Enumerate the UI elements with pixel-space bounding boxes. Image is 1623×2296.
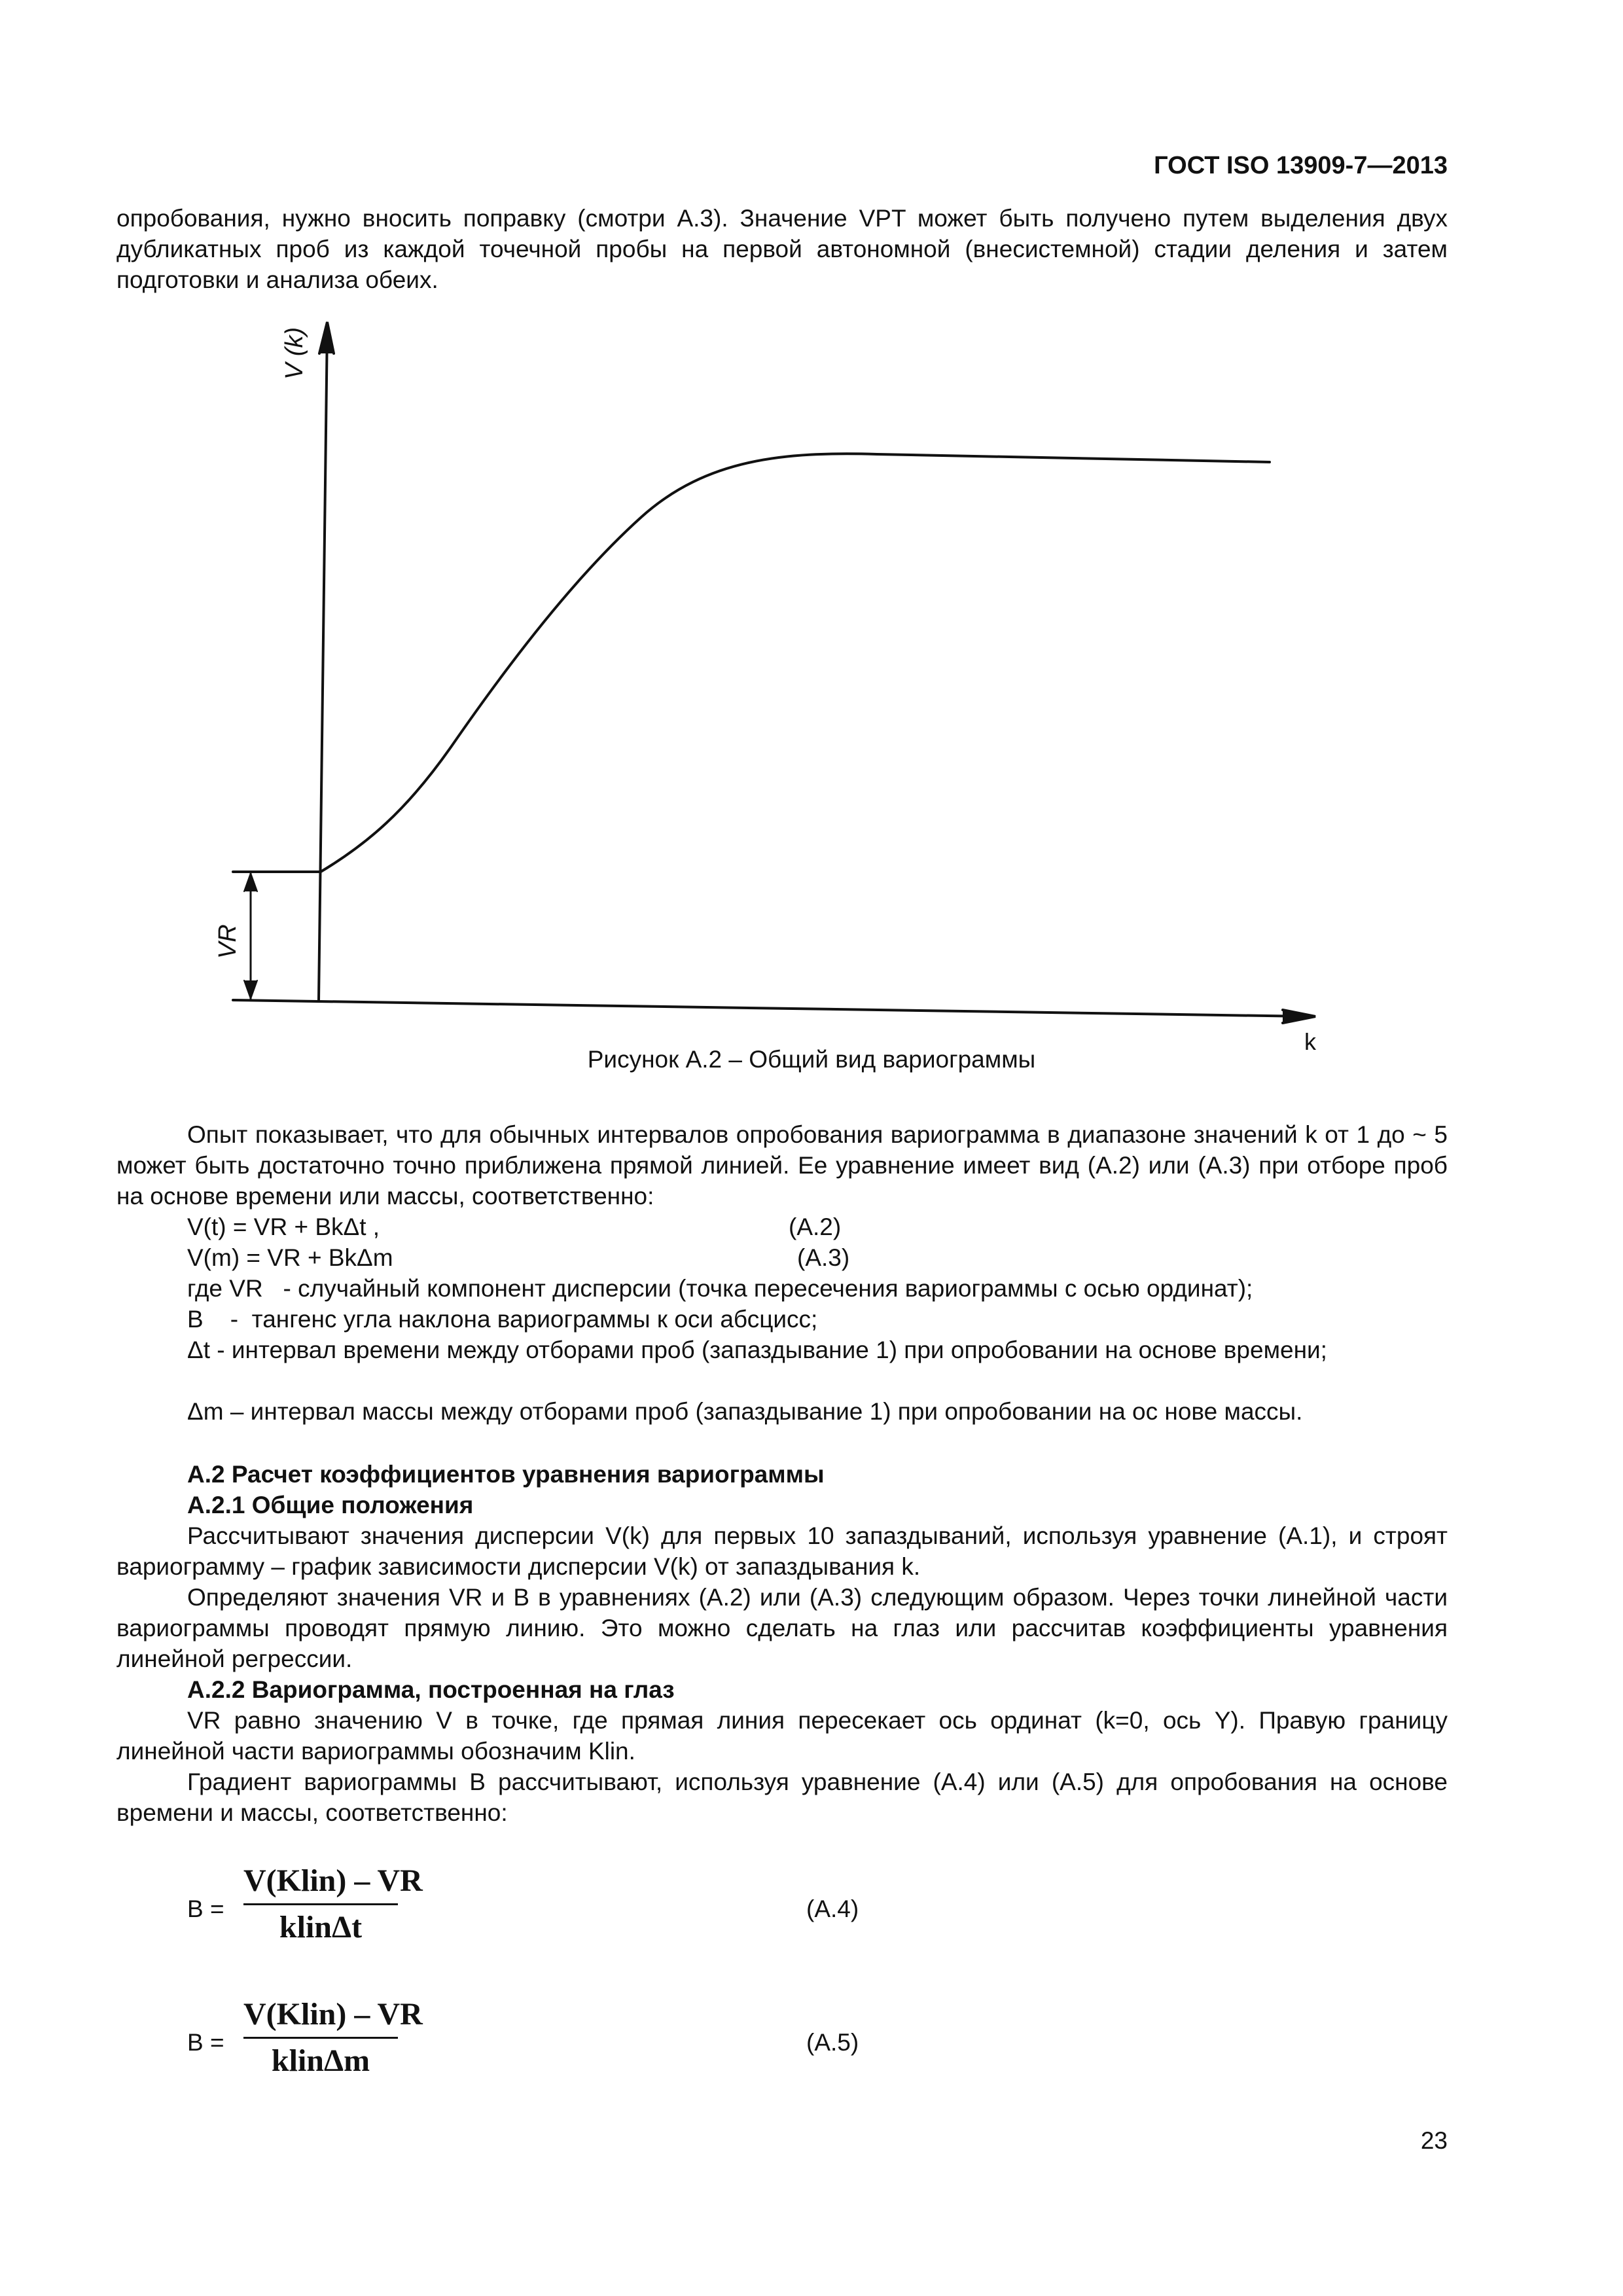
vr-arrow-up: [244, 873, 257, 891]
equation-a3: V(m) = VR + BkΔm: [187, 1244, 393, 1271]
formula-a5-lhs: B =: [187, 2029, 224, 2056]
paragraph-gradient: Градиент вариограммы B рассчитывают, используя уравнение (А.4) или (А.5) для опробования на основе времени и массы, соответственно:: [116, 1768, 1448, 1826]
vr-arrow-down: [244, 980, 257, 999]
formula-a5-fraction: [243, 1996, 423, 2079]
x-axis: [233, 1000, 1309, 1016]
document-header: ГОСТ ISO 13909-7—2013: [1154, 152, 1448, 179]
fraction-bar: [243, 1903, 398, 1905]
formula-a5-denominator: klinΔm: [271, 2043, 370, 2078]
formula-a5-numerator: V(Klin) – VR: [243, 1997, 423, 2032]
fraction-bar: [243, 2037, 398, 2039]
x-axis-label: k: [1304, 1028, 1316, 1055]
equation-a2-number: (А.2): [789, 1213, 842, 1240]
x-axis-arrow: [1283, 1010, 1315, 1023]
variogram-curve: [321, 454, 1270, 872]
section-a2-heading: А.2 Расчет коэффициентов уравнения вариограммы: [187, 1461, 825, 1488]
paragraph-linear-approx: Опыт показывает, что для обычных интервалов опробования вариограмма в диапазоне значений k от 1 до ~ 5 может быть достаточно точно приближена прямой линией. Ее уравнение имеет вид (А.2) или (А.3) при отборе проб на основе времени или массы, соответственно:: [116, 1121, 1448, 1210]
equation-a2: V(t) = VR + BkΔt ,: [187, 1213, 380, 1240]
formula-a4-fraction: [243, 1863, 423, 1946]
y-axis-arrow: [319, 322, 334, 353]
page-number: 23: [1420, 2127, 1448, 2154]
y-axis-label: V (k): [281, 327, 308, 380]
where-vr: где VR - случайный компонент дисперсии (точка пересечения вариограммы с осью ординат);: [187, 1275, 1253, 1302]
where-dm: Δm – интервал массы между отборами проб (запаздывание 1) при опробовании на ос нове массы.: [187, 1398, 1303, 1425]
figure-caption: Рисунок А.2 – Общий вид вариограммы: [587, 1046, 1036, 1073]
formula-a4-number: (А.4): [806, 1895, 859, 1922]
section-a22-heading: А.2.2 Вариограмма, построенная на глаз: [187, 1676, 675, 1703]
equation-a3-number: (А.3): [797, 1244, 850, 1271]
paragraph-compute-variance: Рассчитывают значения дисперсии V(k) для первых 10 запаздываний, используя уравнение (А.1), и строят вариограмму – график зависимости дисперсии V(k) от запаздывания k.: [116, 1522, 1448, 1580]
paragraph-determine-vr-b: Определяют значения VR и B в уравнениях (А.2) или (А.3) следующим образом. Через точки линейной части вариограммы проводят прямую линию. Это можно сделать на глаз или рассчитав коэффициенты уравнения линейной регрессии.: [116, 1584, 1448, 1672]
formula-a5-number: (А.5): [806, 2029, 859, 2056]
where-dt: Δt - интервал времени между отборами проб (запаздывание 1) при опробовании на основе времени;: [187, 1336, 1327, 1363]
where-b: В - тангенс угла наклона вариограммы к оси абсцисс;: [187, 1306, 818, 1333]
paragraph-vr-definition: VR равно значению V в точке, где прямая линия пересекает ось ординат (k=0, ось Y). Правую границу линейной части вариограммы обозначим Klin.: [116, 1707, 1448, 1765]
intro-paragraph: опробования, нужно вносить поправку (смотри А.3). Значение VPT может быть получено путем выделения двух дубликатных проб из каждой точечной пробы на первой автономной (внесистемной) стадии деления и затем подготовки и анализа обеих.: [116, 205, 1448, 293]
section-a21-heading: А.2.1 Общие положения: [187, 1492, 474, 1518]
formula-a4-lhs: B =: [187, 1895, 224, 1922]
y-axis: [319, 327, 327, 1000]
intercept-label: VR: [214, 924, 241, 959]
formula-a4-denominator: klinΔt: [279, 1910, 363, 1945]
formula-a4-numerator: V(Klin) – VR: [243, 1863, 423, 1898]
